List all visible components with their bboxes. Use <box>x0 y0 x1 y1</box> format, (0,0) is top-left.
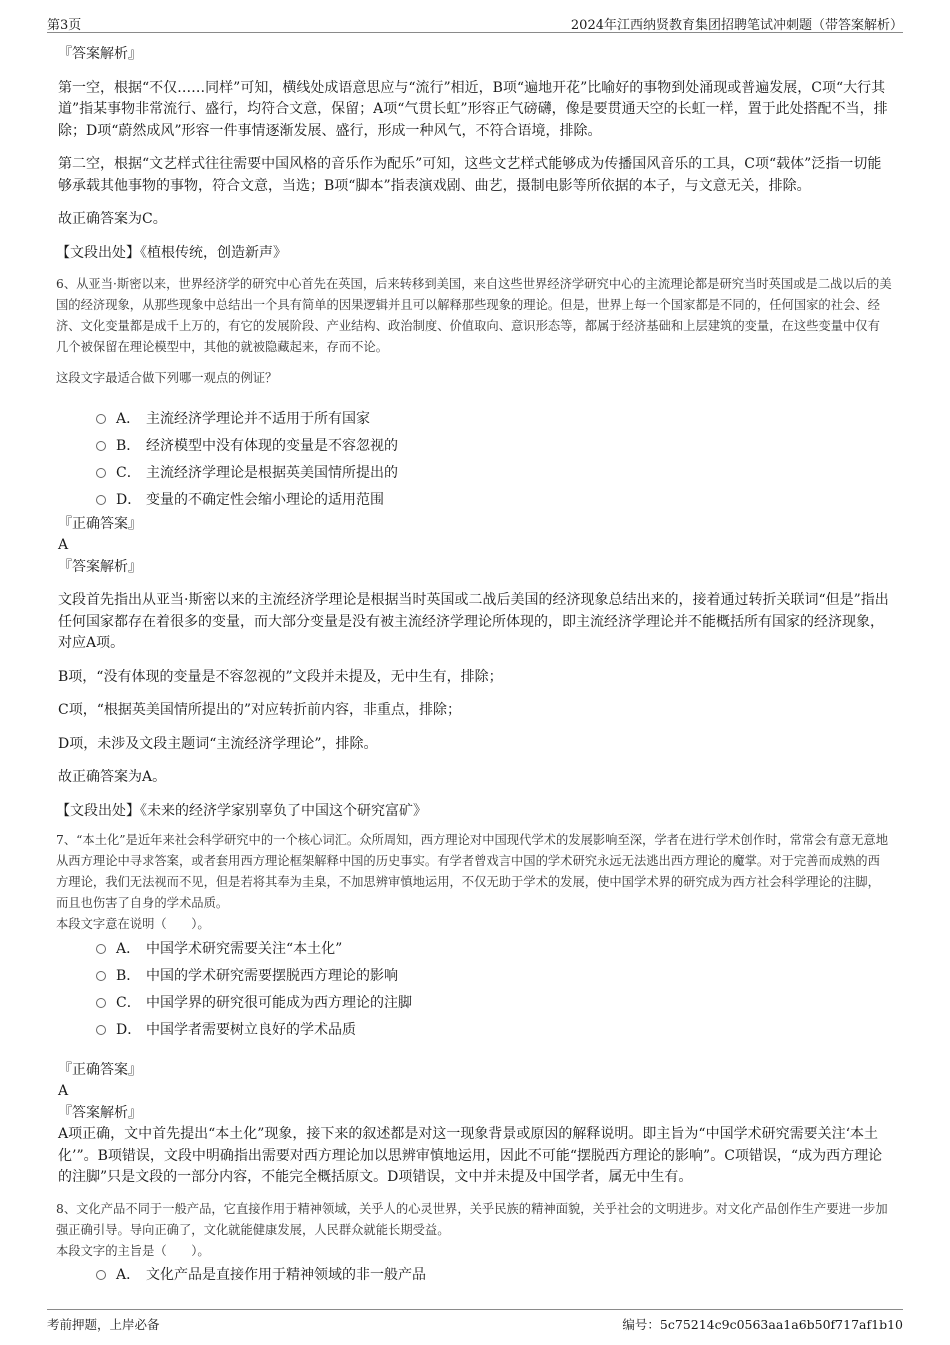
radio-icon[interactable] <box>96 1025 106 1035</box>
radio-icon[interactable] <box>96 468 106 478</box>
q7-analysis: A项正确，文中首先提出“本土化”现象，接下来的叙述都是对这一现象背景或原因的解释说明。即主旨为“中国学术研究需要关注‘本土化’”。B项错误，文段中明确指出需要对西方理论加以思辨审慎地运用，因此不可能“摆脱西方理论的影响”。C项错误，“成为西方理论的注脚”只是文段的一部分内容，不能完全概括原文。D项错误，文中并未提及中国学者，属无中生有。 <box>58 1126 883 1186</box>
document-body <box>56 44 892 1289</box>
q5-analysis-label: 『答案解析』 <box>58 46 142 62</box>
q7-option-a[interactable]: A． 中国学术研究需要关注“本土化” <box>56 936 892 963</box>
q8-options <box>56 1262 892 1289</box>
q7-analysis-label: 『答案解析』 <box>58 1104 142 1121</box>
q6-answer-label: 『正确答案』 <box>58 515 142 532</box>
q6-analysis-label: 『答案解析』 <box>58 558 142 575</box>
q8-stem: 8、文化产品不同于一般产品，它直接作用于精神领域，关乎人的心灵世界，关乎民族的精神面貌，关乎社会的文明进步。对文化产品创作生产要进一步加强正确引导。导向正确了，文化就能健康发展，人民群众就能长期受益。 <box>56 1201 888 1237</box>
q6-answer: A <box>58 537 69 554</box>
q7-option-c[interactable]: C． 中国学界的研究很可能成为西方理论的注脚 <box>56 990 892 1017</box>
q7-option-b[interactable]: B． 中国的学术研究需要摆脱西方理论的影响 <box>56 963 892 990</box>
radio-icon[interactable] <box>96 495 106 505</box>
q7-answer-label: 『正确答案』 <box>58 1061 142 1078</box>
radio-icon[interactable] <box>96 971 106 981</box>
q6-prompt: 这段文字最适合做下列哪一观点的例证？ <box>56 371 278 386</box>
footer-slogan: 考前押题，上岸必备 <box>47 1317 160 1332</box>
page-footer <box>47 1309 903 1334</box>
q6-options <box>56 406 892 514</box>
q6-analysis-2: B项，“没有体现的变量是不容忽视的”文段并未提及，无中生有，排除； <box>58 668 503 685</box>
q6-option-a[interactable]: A． 主流经济学理论并不适用于所有国家 <box>56 406 892 433</box>
q7-stem: 7、“本土化”是近年来社会科学研究中的一个核心词汇。众所周知，西方理论对中国现代学术的发展影响至深，学者在进行学术创作时，常常会有意无意地从西方理论中寻求答案，或者套用西方理论框架解释中国的历史事实。有学者曾戏言中国的学术研究永远无法逃出西方理论的魔掌。对于完善而成熟的西方理论，我们无法视而不见，但是若将其奉为圭臬，不加思辨审慎地运用，不仅无助于学术的发展，使中国学术界的研究成为西方社会科学理论的注脚，而且也伤害了自身的学术品质。 <box>56 832 888 911</box>
q6-option-c[interactable]: C． 主流经济学理论是根据英美国情所提出的 <box>56 460 892 487</box>
radio-icon[interactable] <box>96 414 106 424</box>
radio-icon[interactable] <box>96 998 106 1008</box>
q7-options <box>56 936 892 1044</box>
q8-prompt: 本段文字的主旨是（ ）。 <box>56 1243 210 1258</box>
q5-conclusion: 故正确答案为C。 <box>58 211 167 227</box>
q6-analysis-1: 文段首先指出从亚当·斯密以来的主流经济学理论是根据当时英国或二战后美国的经济现象总结出来的，接着通过转折关联词“但是”指出任何国家都存在着很多的变量，而大部分变量是没有被主流经济学理论所体现的，即主流经济学理论并不能概括所有国家的经济现象，对应A项。 <box>58 592 889 652</box>
q6-option-d[interactable]: D． 变量的不确定性会缩小理论的适用范围 <box>56 487 892 514</box>
q5-analysis-p2: 第二空，根据“文艺样式往往需要中国风格的音乐作为配乐”可知，这些文艺样式能够成为传播国风音乐的工具，C项“载体”泛指一切能够承载其他事物的事物，符合文意，当选；B项“脚本”指表演戏剧、曲艺，摄制电影等所依据的本子，与文意无关，排除。 <box>58 156 882 194</box>
document-id: 编号：5c75214c9c0563aa1a6b50f717af1b10 <box>622 1317 903 1332</box>
q5-source: 【文段出处】《植根传统，创造新声》 <box>56 244 287 261</box>
q5-analysis-p1: 第一空，根据“不仅……同样”可知，横线处成语意思应与“流行”相近，B项“遍地开花”比喻好的事物到处涌现或普遍发展，C项“大行其道”指某事物非常流行、盛行，均符合文意，保留；A项“气贯长虹”形容正气磅礴，像是要贯通天空的长虹一样，置于此处搭配不当，排除；D项“蔚然成风”形容一件事情逐渐发展、盛行，形成一种风气，不符合语境，排除。 <box>58 79 888 139</box>
document-title: 2024年江西纳贤教育集团招聘笔试冲刺题（带答案解析） <box>570 18 903 33</box>
q7-prompt: 本段文字意在说明（ ）。 <box>56 917 210 932</box>
radio-icon[interactable] <box>96 441 106 451</box>
q7-answer: A <box>58 1083 69 1100</box>
q6-analysis-3: C项，“根据英美国情所提出的”对应转折前内容，非重点，排除； <box>58 702 462 719</box>
q7-option-d[interactable]: D． 中国学者需要树立良好的学术品质 <box>56 1017 892 1044</box>
q6-option-b[interactable]: B． 经济模型中没有体现的变量是不容忽视的 <box>56 433 892 460</box>
radio-icon[interactable] <box>96 944 106 954</box>
q6-stem: 6、从亚当·斯密以来，世界经济学的研究中心首先在英国，后来转移到美国，来自这些世界经济学研究中心的主流理论都是研究当时英国或是二战以后的美国的经济现象，从那些现象中总结出一个具有简单的因果逻辑并且可以解释那些现象的理论。但是，世界上每一个国家都是不同的，任何国家的社会、经济、文化变量都是成千上万的，有它的发展阶段、产业结构、政治制度、价值取向、意识形态等，都属于经济基础和上层建筑的变量，在这些变量中仅有几个被保留在理论模型中，其他的就被隐藏起来，存而不论。 <box>56 276 892 355</box>
q6-conclusion: 故正确答案为A。 <box>58 769 167 786</box>
radio-icon[interactable] <box>96 1270 106 1280</box>
q6-source: 【文段出处】《未来的经济学家别辜负了中国这个研究富矿》 <box>56 802 427 819</box>
q6-analysis-4: D项，未涉及文段主题词“主流经济学理论”，排除。 <box>58 735 378 752</box>
q8-option-a[interactable]: A． 文化产品是直接作用于精神领域的非一般产品 <box>56 1262 892 1289</box>
page-header <box>47 12 903 33</box>
page-number: 第3页 <box>47 18 82 33</box>
